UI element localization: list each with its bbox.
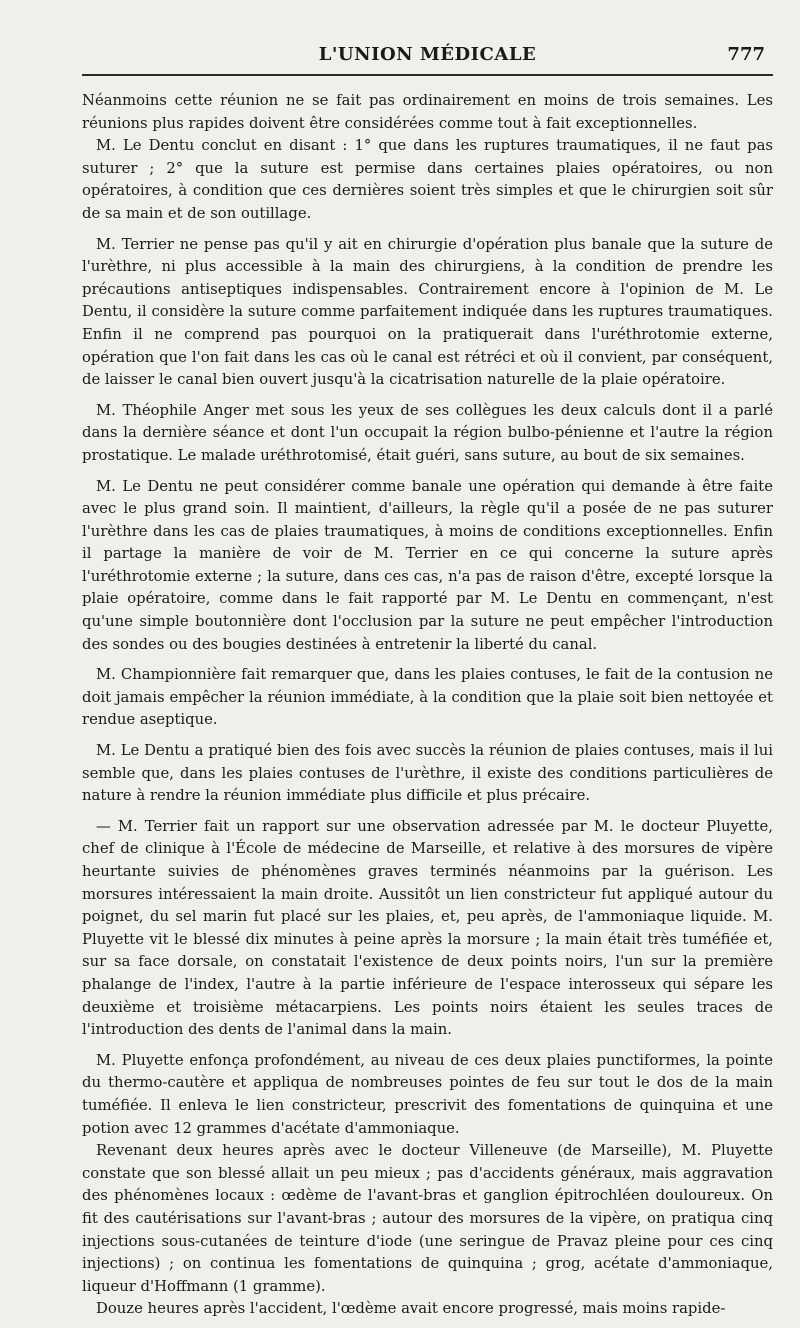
paragraph: Douze heures après l'accident, l'œdème avait encore progressé, mais moins rapide-	[96, 1300, 726, 1318]
paragraph: M. Championnière fait remarquer que, dans les plaies contuses, le fait de la contusion ne doit jamais empêcher la réunion immédiate, à la condition que la plaie soit bien nettoyée et rendue aseptique.	[82, 666, 773, 729]
paragraph: M. Terrier ne pense pas qu'il y ait en chirurgie d'opération plus banale que la suture de l'urèthre, ni plus accessible à la main des chirurgiens, à la condition de prendre les précautions antiseptiques indispensables. Contrairement encore à l'opinion de M. Le Dentu, il considère la suture comme parfaitement indiquée dans les ruptures traumatiques. Enfin il ne comprend pas pourquoi on la pratiquerait dans l'uréthrotomie externe, opération que l'on fait dans les cas où le canal est rétréci et où il convient, par conséquent, de laisser le canal bien ouvert jusqu'à la cicatrisation naturelle de la plaie opératoire.	[82, 235, 773, 389]
paragraph: M. Le Dentu ne peut considérer comme banale une opération qui demande à être faite avec le plus grand soin. Il maintient, d'ailleurs, la règle qu'il a posée de ne pas suturer l'urèthre dans les cas de plaies traumatiques, à moins de conditions exceptionnelles. Enfin il partage la manière de voir de M. Terrier en ce qui concerne la suture après l'uréthrotomie externe ; la suture, dans ces cas, n'a pas de raison d'être, excepté lorsque la plaie opératoire, comme dans le fait rapporté par M. Le Dentu en commençant, n'est qu'une simple boutonnière dont l'occlusion par la suture ne peut empêcher l'introduction des sondes ou des bougies destinées à entretenir la liberté du canal.	[82, 477, 773, 653]
page-number: 777	[727, 44, 765, 65]
paragraph: M. Le Dentu a pratiqué bien des fois avec succès la réunion de plaies contuses, mais il lui semble que, dans les plaies contuses de l'urèthre, il existe des conditions particulières de nature à rendre la réunion immédiate plus difficile et plus précaire.	[82, 742, 773, 805]
running-title: L'UNION MÉDICALE	[318, 44, 537, 65]
paragraph: Revenant deux heures après avec le docteur Villeneuve (de Marseille), M. Pluyette constate que son blessé allait un peu mieux ; pas d'accidents généraux, mais aggravation des phénomènes locaux : œdème de l'avant-bras et ganglion épitrochléen douloureux. On fit des cautérisations sur l'avant-bras ; autour des morsures de la vipère, on pratiqua cinq injections sous-cutanées de teinture d'iode (une seringue de Pravaz pleine pour ces cinq injections) ; on continua les fomentations de quinquina ; grog, acétate d'ammoniaque, liqueur d'Hoffmann (1 gramme).	[82, 1142, 773, 1295]
paragraph: M. Le Dentu conclut en disant : 1° que dans les ruptures traumatiques, il ne faut pas suturer ; 2° que la suture est permise dans certaines plaies opératoires, ou non opératoires, à condition que ces dernières soient très simples et que le chirurgien soit sûr de sa main et de son outillage.	[82, 137, 773, 222]
page-header	[82, 44, 773, 76]
article-body	[82, 90, 773, 1321]
paragraph: — M. Terrier fait un rapport sur une observation adressée par M. le docteur Pluyette, chef de clinique à l'École de médecine de Marseille, et relative à des morsures de vipère heurtante suivies de phénomènes graves terminés néanmoins par la guérison. Les morsures intéressaient la main droite. Aussitôt un lien constricteur fut appliqué autour du poignet, du sel marin fut placé sur les plaies, et, peu après, de l'ammoniaque liquide. M. Pluyette vit le blessé dix minutes à peine après la morsure ; la main était très tuméfiée et, sur sa face dorsale, on constatait l'existence de deux points noirs, l'un sur la première phalange de l'index, l'autre à la partie inférieure de l'espace interosseux qui sépare les deuxième et troisième métacarpiens. Les points noirs étaient les seules traces de l'introduction des dents de l'animal dans la main.	[82, 817, 773, 1039]
paragraph: M. Théophile Anger met sous les yeux de ses collègues les deux calculs dont il a parlé dans la dernière séance et dont l'un occupait la région bulbo-pénienne et l'autre la région prostatique. Le malade uréthrotomisé, était guéri, sans suture, au bout de six semaines.	[82, 401, 773, 464]
paragraph: M. Pluyette enfonça profondément, au niveau de ces deux plaies punctiformes, la pointe du thermo-cautère et appliqua de nombreuses pointes de feu sur tout le dos de la main tuméfiée. Il enleva le lien constricteur, prescrivit des fomentations de quinquina et une potion avec 12 grammes d'acétate d'ammoniaque.	[82, 1051, 773, 1137]
paragraph: Néanmoins cette réunion ne se fait pas ordinairement en moins de trois semaines. Les réunions plus rapides doivent être considérées comme tout à fait exceptionnelles.	[82, 92, 773, 132]
